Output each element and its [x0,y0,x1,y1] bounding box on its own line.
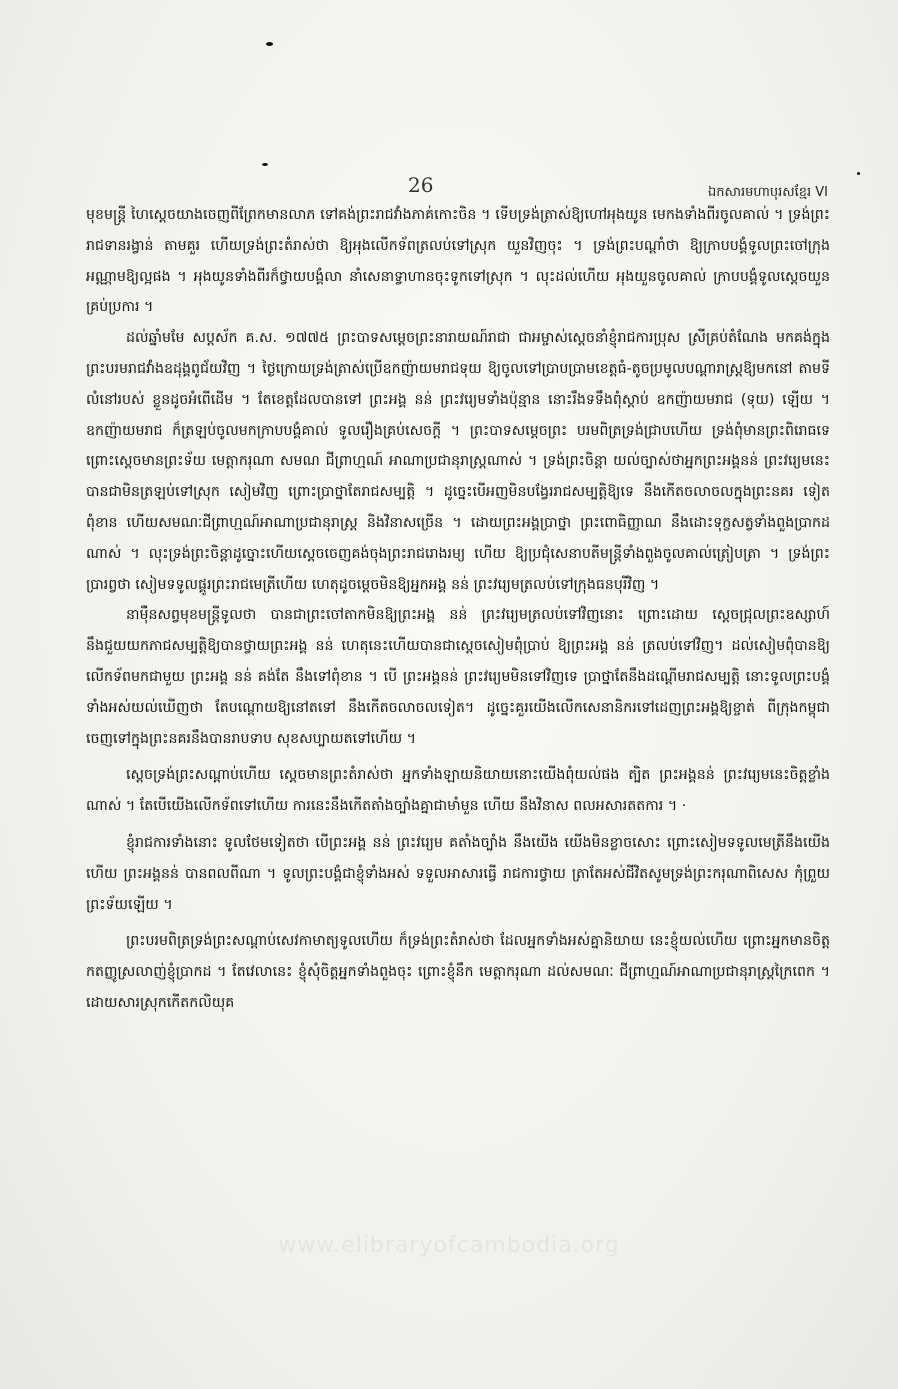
paragraph: ខ្ញុំរាជការទាំងនោះ ទូលថែមទៀតថា បើព្រះអង្គ នន់ ព្រះវរ្យេម គតាំងច្បាំង នឹងយើង យើងមិនខ្លាចសោះ ព្រោះសៀមទទូលមេត្រីនឹងយើងហើយ ព្រះអង្គនន់ បានពលពីណា ។ ទូលព្រះបង្គំជាខ្ញុំទាំងអស់ ទទួលអាសារធ្វើ រាជការថ្វាយ ត្រាតែអស់ជីវិតសូមទ្រង់ព្រះករុណាពិសេស កុំព្រួយព្រះទ័យឡើយ ។ [86,834,830,913]
page-number: 26 [408,173,434,197]
paragraph: ដល់ឆ្នាំមមែ សប្តស័ក គ.ស. ១៧៧៥ ព្រះបាទសម្តេចព្រះនារាយណ៍រាជា ជាអម្ចាស់ស្តេចនាំខ្ញុំរាជការប្រុស ស្រីគ្រប់តំណែង មកគង់ក្នុងព្រះបរមរាជវាំងឧដុង្គពូជ័យវិញ ។ ថ្ងៃក្រោយទ្រង់ត្រាស់ប្រើឧកញ៉ាយមរាជទុយ ឱ្យចូលទៅប្រាបប្រាមខេត្តធំ-តូចប្រមូលបណ្តារាស្ត្រឱ្យមកនៅ តាមទីលំនៅរបស់ ខ្លួនដូចអំពើដើម ។ តែខេត្តដែលបានទៅ ព្រះអង្គ នន់ ព្រះវរ្យេមទាំងប៉ុន្មាន នោះរឹងទទឹងពុំស្តាប់ ឧកញ៉ាយមរាជ (ទុយ) ឡើយ ។ ឧកញ៉ាយមរាជ ក៏ត្រឡប់ចូលមកក្រាបបង្គំគាល់ ទូលរឿងគ្រប់សេចក្តី ។ ព្រះបាទសម្តេចព្រះ បរមពិត្រទ្រង់ជ្រាបហើយ ទ្រង់ពុំមានព្រះពិរោធទេ ព្រោះស្តេចមានព្រះទ័យ មេត្តាករុណា សមណ ជីព្រាហ្មណ៍ អាណាប្រជានុរាស្ត្រណាស់ ។ ទ្រង់ព្រះចិន្តា យល់ច្បាស់ថាអ្នកព្រះអង្គនន់ ព្រះវរ្យេមនេះ បានជាមិនត្រឡប់ទៅស្រុក សៀមវិញ ព្រោះប្រាថ្នាតែរាជសម្បត្តិ ។ ដូច្នេះបើអញមិនបង្វែររាជសម្បត្តិឱ្យទេ នឹងកើតចលាចលក្នុងព្រះនគរ ទៀតពុំខាន ហើយសមណៈជីព្រាហ្មណ៍អាណាប្រជានុរាស្ត្រ និងវិនាសច្រើន ។ ដោយព្រះអង្គប្រាថ្នា ព្រះពោធិញ្ញាណ នឹងដោះទុក្ខសត្វទាំងពួងប្រាកដណាស់ ។ លុះទ្រង់ព្រះចិន្តាដូច្នោះហើយស្តេចចេញគង់ចុងព្រះរាជរោងរម្យ ហើយ ឱ្យប្រជុំសេនាបតីមន្ត្រីទាំងពួងចូលគាល់ត្រៀបត្រា ។ ទ្រង់ព្រះប្រារព្វថា សៀមទទូលផ្គូរព្រះរាជមេត្រីហើយ ហេតុដូចម្តេចមិនឱ្យអ្នកអង្គ នន់ ព្រះវរ្យេមត្រលប់ទៅក្រុងធនបុរីវិញ ។ [86,330,830,593]
scan-speck [262,163,268,166]
scan-speck [266,42,273,46]
paragraph: ស្តេចទ្រង់ព្រះសណ្តាប់ហើយ ស្តេចមានព្រះតំរាស់ថា អ្នកទាំងឡាយនិយាយនោះយើងពុំយល់ផង ត្បិត ព្រះអង្គនន់ ព្រះវរ្យេមនេះចិត្តខ្លាំងណាស់ ។ តែបើយើងលើកទ័ពទៅហើយ ការនេះនឹងកើតតាំងច្បាំងគ្នាជាមាំមួន ហើយ នឹងវិនាស ពលអសារតតការ ។ · [86,767,830,815]
paragraph: មុខមន្ត្រី ហៃស្តេចយាងចេញពីព្រែកមានលាភ ទៅគង់ព្រះរាជវាំងភាគ់កោះចិន ។ ទើបទ្រង់ត្រាស់ឱ្យហៅអុងយូន មេកងទាំងពីរចូលគាល់ ។ ទ្រង់ព្រះរាជទានរង្វាន់ តាមគួរ ហើយទ្រង់ព្រះតំរាស់ថា ឱ្យអុងលើកទ័ពត្រលប់ទៅស្រុក យួនវិញចុះ ។ ទ្រង់ព្រះបណ្តាំថា ឱ្យក្រាបបង្គំទូលព្រះចៅក្រុង អណ្ណាមឱ្យល្អផង ។ អុងយូនទាំងពីរក៏ថ្វាយបង្គំលា នាំសេនាទ្វាហានចុះទូកទៅស្រុក ។ លុះដល់ហើយ អុងយួនចូលគាល់ ក្រាបបង្គំទូលស្តេចយួនគ្រប់ប្រការ ។ [86,207,830,316]
paragraph: ព្រះបរមពិត្រទ្រង់ព្រះសណ្តាប់សេវកាមាត្យទូលហើយ ក៏ទ្រង់ព្រះតំរាស់ថា ដែលអ្នកទាំងអស់គ្នានិយាយ នេះខ្ញុំយល់ហើយ ព្រោះអ្នកមានចិត្តកតញ្ញូស្រលាញ់ខ្ញុំប្រាកដ ។ តែវេលានេះ ខ្ញុំសុំចិត្តអ្នកទាំងពួងចុះ ព្រោះខ្ញុំនឹក មេត្តាករុណា ដល់សមណៈ ជីព្រាហ្មណ៍អាណាប្រជានុរាស្ត្រក្រៃពេក ។ ដោយសារស្រុកកើតកលិយុគ [86,933,830,1011]
watermark: www.elibraryofcambodia.org [278,1233,620,1258]
scan-speck [857,172,860,175]
body-text [86,200,830,1019]
paragraph: នាម៉ឺនសព្វមុខមន្ត្រីទូលថា បានជាព្រះចៅតាកមិនឱ្យព្រះអង្គ នន់ ព្រះវរ្យេមត្រលប់ទៅវិញនោះ ព្រោះដោយ ស្តេចជ្រុលព្រះឧស្សាហ៍ នឹងជួយយកភាជសម្បត្តិឱ្យបានថ្វាយព្រះអង្គ នន់ ហេតុនេះហើយបានជាស្តេចសៀមពុំប្រាប់ ឱ្យព្រះអង្គ នន់ ត្រលប់ទៅវិញ។ ដល់សៀមពុំបានឱ្យលើកទ័ពមកជាមួយ ព្រះអង្គ នន់ គង់តែ នឹងទៅពុំខាន ។ បើ ព្រះអង្គនន់ ព្រះវរ្យេមមិនទៅវិញទេ ប្រាថ្នាតែនឹងដណ្តើមរាជសម្បត្តិ នោះទូលព្រះបង្គំទាំងអស់យល់ឃើញថា តែបណ្តោយឱ្យនៅតទៅ នឹងកើតចលាចលទៀត។ ដូច្នេះគួរយើងលើកសេនានិករទៅដេញព្រះអង្គឱ្យខ្ចាត់ ពីក្រុងកម្ពុជាចេញទៅក្នុងព្រះនគរនឹងបានរាបទាប សុខសប្បាយតទៅហើយ ។ [86,607,830,747]
running-header: ឯកសារមហាបុរសខ្មែរ VI [707,185,828,200]
